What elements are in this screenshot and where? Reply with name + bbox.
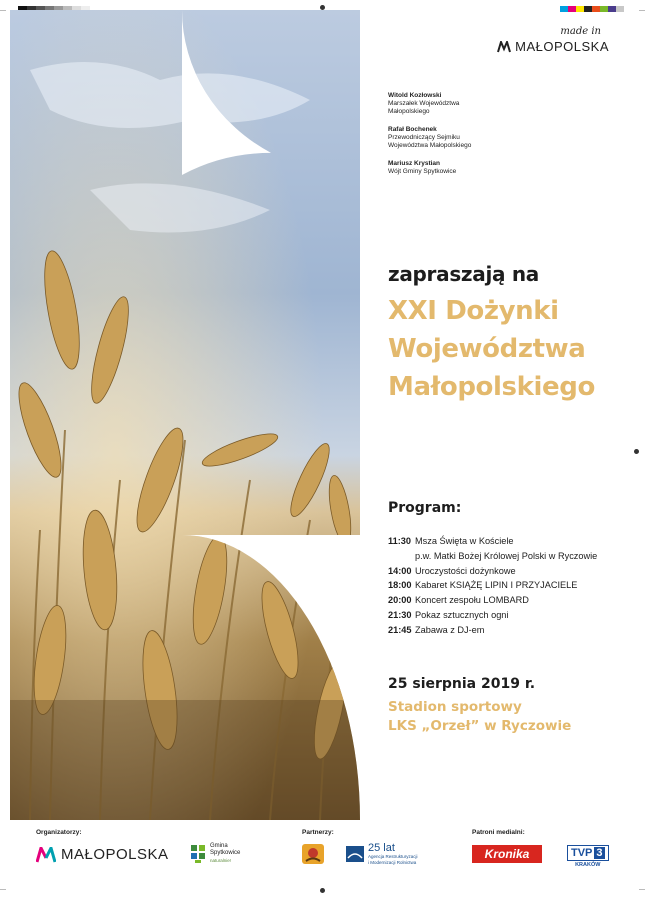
program-event: Kabaret KSIĄŻĘ LIPIN I PRZYJACIELE <box>415 580 578 591</box>
registration-mark-right <box>634 449 639 454</box>
program-item <box>388 564 628 579</box>
program-item <box>388 593 628 608</box>
event-venue <box>388 698 571 736</box>
program-event-line: p.w. Matki Bożej Królowej Polski w Ryczowie <box>415 550 598 561</box>
program-time: 14:00 <box>388 565 412 576</box>
registration-mark-bottom <box>320 888 325 893</box>
arimr-anniversary: 25 lat <box>368 842 395 854</box>
tvp-text: TVP <box>571 847 593 859</box>
program-time: 21:30 <box>388 609 412 620</box>
tvp3-krakow-logo <box>567 845 609 868</box>
arimr-name-line: i Modernizacji Rolnictwa <box>368 859 417 865</box>
program-item <box>388 534 628 564</box>
organizers-label: Organizatorzy: <box>36 829 82 836</box>
host-name: Witold Kozłowski <box>388 92 442 99</box>
program-time: 18:00 <box>388 580 412 591</box>
program-event: Zabawa z DJ-em <box>415 624 485 635</box>
made-in-malopolska-logo <box>497 26 609 54</box>
program-time: 20:00 <box>388 595 412 606</box>
crop-mark <box>639 10 645 11</box>
venue-line: Stadion sportowy <box>388 699 522 715</box>
arimr-emblem-icon <box>346 846 364 862</box>
malopolska-mark-icon <box>497 41 511 53</box>
gmina-slogan: naturalnie! <box>210 858 232 863</box>
wheat-field-artwork <box>10 10 360 820</box>
venue-line: LKS „Orzeł” w Ryczowie <box>388 718 572 734</box>
kronika-logo-text: Kronika <box>484 847 530 861</box>
gmina-name-line: Gmina <box>210 843 228 849</box>
event-date: 25 sierpnia 2019 r. <box>388 676 536 692</box>
partners-label: Partnerzy: <box>302 829 334 836</box>
host-name: Rafał Bochenek <box>388 126 437 133</box>
program-item <box>388 623 628 638</box>
arimr-name-line: Agencja Restrukturyzacji <box>368 854 418 859</box>
host-role: Marszałek Województwa <box>388 100 460 107</box>
kgw-emblem-icon <box>302 844 324 864</box>
event-title-line: Małopolskiego <box>388 372 595 402</box>
host-role: Przewodniczący Sejmiku <box>388 134 460 141</box>
host-role: Małopolskiego <box>388 108 430 115</box>
program-list <box>388 534 628 638</box>
tvp-number: 3 <box>596 847 603 859</box>
program-time: 11:30 <box>388 536 411 546</box>
host-entry <box>388 92 618 116</box>
host-entry <box>388 160 618 176</box>
gmina-emblem-icon <box>190 844 206 864</box>
malopolska-logo-text: MAŁOPOLSKA <box>61 846 169 863</box>
program-event: Pokaz sztucznych ogni <box>415 609 509 620</box>
host-role: Wójt Gminy Spytkowice <box>388 168 457 175</box>
program-item <box>388 608 628 623</box>
program-heading: Program: <box>388 500 462 516</box>
rural-housewives-logo <box>302 844 324 864</box>
program-time: 21:45 <box>388 624 412 635</box>
hosts-list <box>388 92 618 186</box>
host-name: Mariusz Krystian <box>388 160 441 167</box>
program-item <box>388 578 628 593</box>
crop-mark <box>639 889 645 890</box>
event-title-line: Województwa <box>388 334 586 364</box>
program-event: Koncert zespołu LOMBARD <box>415 595 529 606</box>
program-event <box>415 534 628 564</box>
tvp-city: KRAKÓW <box>575 862 601 868</box>
event-title <box>388 292 595 406</box>
event-title-line: XXI Dożynki <box>388 296 559 326</box>
crop-mark <box>0 889 6 890</box>
invite-text: zapraszają na <box>388 262 540 286</box>
program-event-line: Msza Święta w Kościele <box>415 536 514 546</box>
malopolska-logo <box>36 846 169 863</box>
brand-text: MAŁOPOLSKA <box>515 39 609 54</box>
made-in-text: made in <box>560 26 601 37</box>
arimr-logo <box>346 842 418 865</box>
malopolska-colorful-mark-icon <box>36 847 56 863</box>
media-patrons-label: Patroni medialni: <box>472 829 525 836</box>
print-colorbar-cmyk <box>560 6 624 12</box>
gmina-spytkowice-logo <box>190 843 240 864</box>
host-role: Województwa Małopolskiego <box>388 142 472 149</box>
gmina-name-line: Spytkowice <box>210 850 241 856</box>
program-event: Uroczystości dożynkowe <box>415 565 516 576</box>
host-entry <box>388 126 618 150</box>
kronika-beskidzka-logo <box>472 845 542 863</box>
crop-mark <box>0 10 6 11</box>
